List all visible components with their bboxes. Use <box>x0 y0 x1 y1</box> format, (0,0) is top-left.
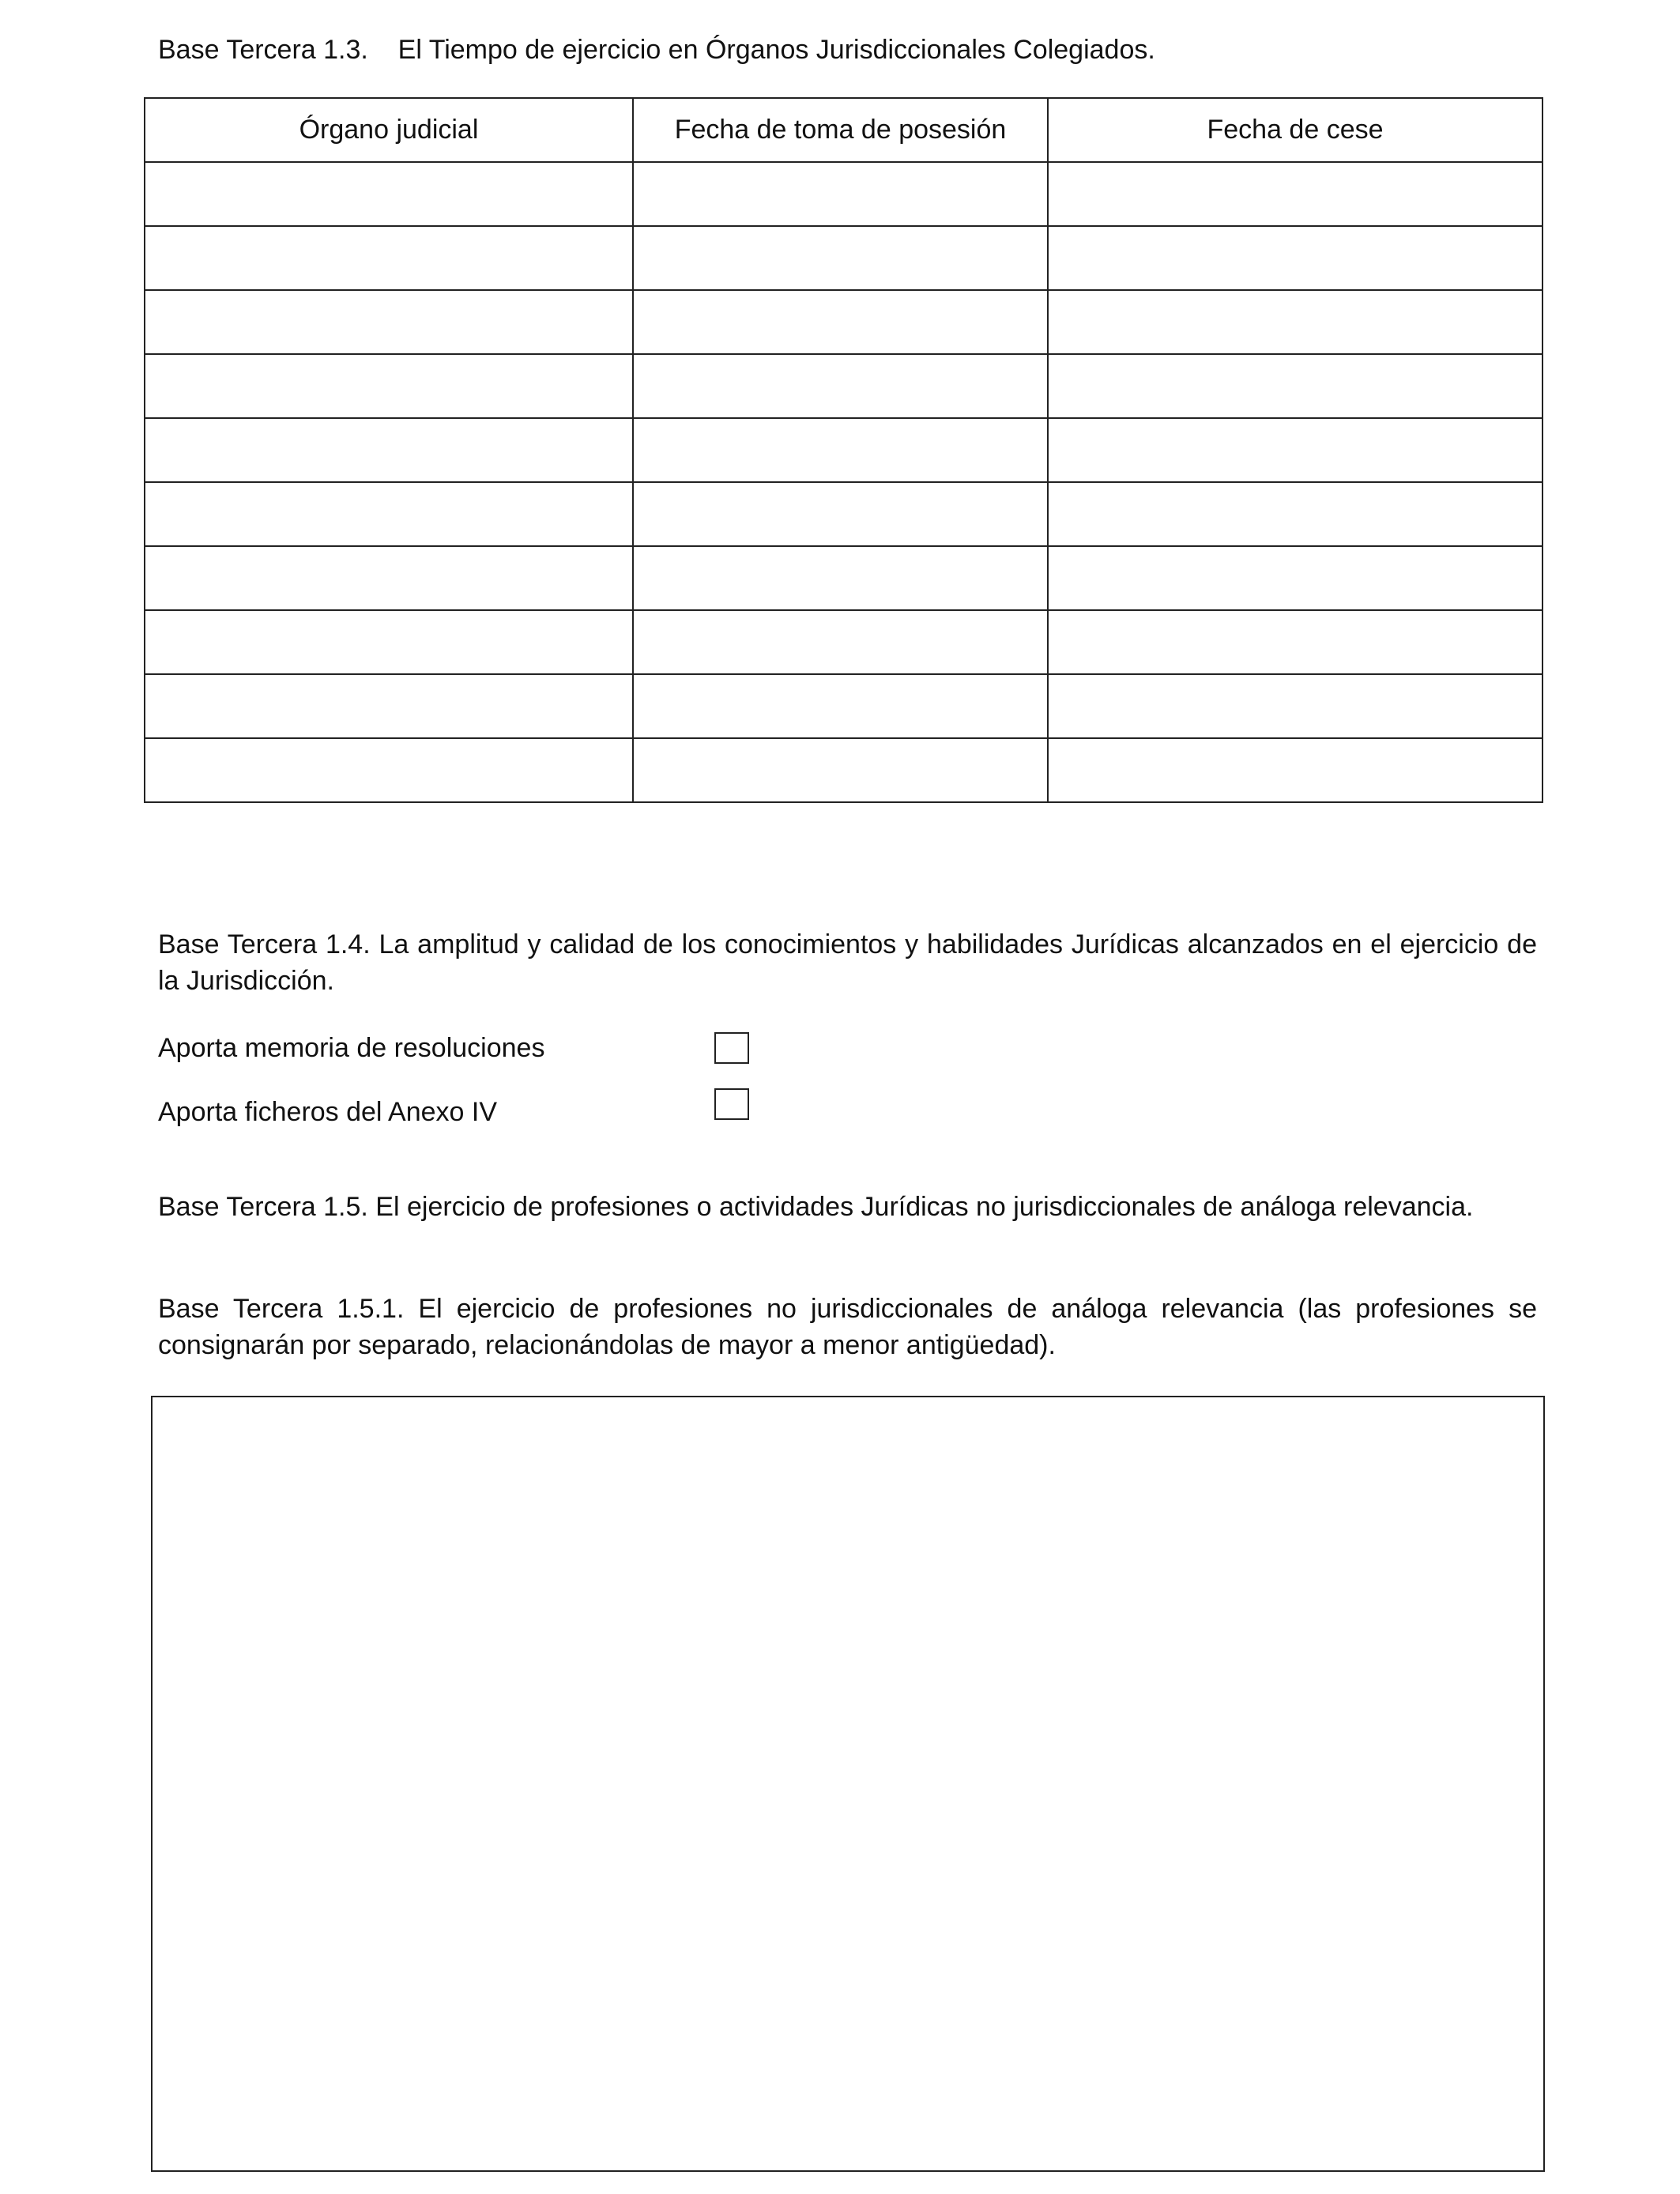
cell-fecha-cese[interactable] <box>1048 354 1543 418</box>
table-row <box>145 418 1543 482</box>
cell-organo-judicial[interactable] <box>145 738 633 802</box>
section-1-3-heading: Base Tercera 1.3. El Tiempo de ejercicio en Órganos Jurisdiccionales Colegiados. <box>158 35 1155 65</box>
cell-fecha-posesion[interactable] <box>633 546 1048 610</box>
table-row <box>145 738 1543 802</box>
cell-fecha-cese[interactable] <box>1048 610 1543 674</box>
cell-organo-judicial[interactable] <box>145 162 633 226</box>
cell-organo-judicial[interactable] <box>145 418 633 482</box>
cell-fecha-posesion[interactable] <box>633 418 1048 482</box>
cell-fecha-cese[interactable] <box>1048 738 1543 802</box>
cell-organo-judicial[interactable] <box>145 290 633 354</box>
cell-organo-judicial[interactable] <box>145 482 633 546</box>
cell-fecha-cese[interactable] <box>1048 162 1543 226</box>
check-label-anexo: Aporta ficheros del Anexo IV <box>158 1097 498 1127</box>
cell-fecha-posesion[interactable] <box>633 290 1048 354</box>
cell-fecha-cese[interactable] <box>1048 674 1543 738</box>
cell-organo-judicial[interactable] <box>145 226 633 290</box>
header-organo-judicial: Órgano judicial <box>145 98 633 162</box>
header-fecha-cese: Fecha de cese <box>1048 98 1543 162</box>
table-row <box>145 482 1543 546</box>
check-row-anexo <box>158 1094 497 1130</box>
memoria-checkbox[interactable] <box>714 1032 749 1064</box>
header-fecha-posesion: Fecha de toma de posesión <box>633 98 1048 162</box>
cell-organo-judicial[interactable] <box>145 546 633 610</box>
table-row <box>145 162 1543 226</box>
organos-table <box>144 97 1543 803</box>
cell-fecha-posesion[interactable] <box>633 162 1048 226</box>
cell-fecha-posesion[interactable] <box>633 610 1048 674</box>
cell-organo-judicial[interactable] <box>145 354 633 418</box>
table-row <box>145 354 1543 418</box>
table-row <box>145 610 1543 674</box>
section-1-5-heading: Base Tercera 1.5. El ejercicio de profesiones o actividades Jurídicas no jurisdiccionales de análoga relevancia. <box>158 1192 1474 1222</box>
anexo-checkbox[interactable] <box>714 1088 749 1120</box>
cell-fecha-cese[interactable] <box>1048 546 1543 610</box>
cell-fecha-posesion[interactable] <box>633 354 1048 418</box>
check-label-memoria: Aporta memoria de resoluciones <box>158 1033 545 1063</box>
cell-fecha-posesion[interactable] <box>633 226 1048 290</box>
cell-fecha-cese[interactable] <box>1048 418 1543 482</box>
cell-fecha-cese[interactable] <box>1048 226 1543 290</box>
cell-organo-judicial[interactable] <box>145 674 633 738</box>
section-1-5-1-heading: Base Tercera 1.5.1. El ejercicio de profesiones no jurisdiccionales de análoga relevancia (las profesiones se consignarán por separado, relacionándolas de mayor a menor antigüedad). <box>158 1294 1537 1360</box>
table-row <box>145 546 1543 610</box>
cell-fecha-cese[interactable] <box>1048 290 1543 354</box>
section-1-4-heading: Base Tercera 1.4. La amplitud y calidad de los conocimientos y habilidades Jurídicas alcanzados en el ejercicio de la Jurisdicción. <box>158 929 1537 996</box>
cell-fecha-posesion[interactable] <box>633 482 1048 546</box>
table-row <box>145 290 1543 354</box>
table-row <box>145 674 1543 738</box>
table-header-row <box>145 98 1543 162</box>
profesiones-text-area[interactable] <box>151 1396 1545 2172</box>
cell-fecha-posesion[interactable] <box>633 674 1048 738</box>
check-row-memoria <box>158 1030 544 1066</box>
cell-fecha-posesion[interactable] <box>633 738 1048 802</box>
cell-organo-judicial[interactable] <box>145 610 633 674</box>
table-row <box>145 226 1543 290</box>
cell-fecha-cese[interactable] <box>1048 482 1543 546</box>
